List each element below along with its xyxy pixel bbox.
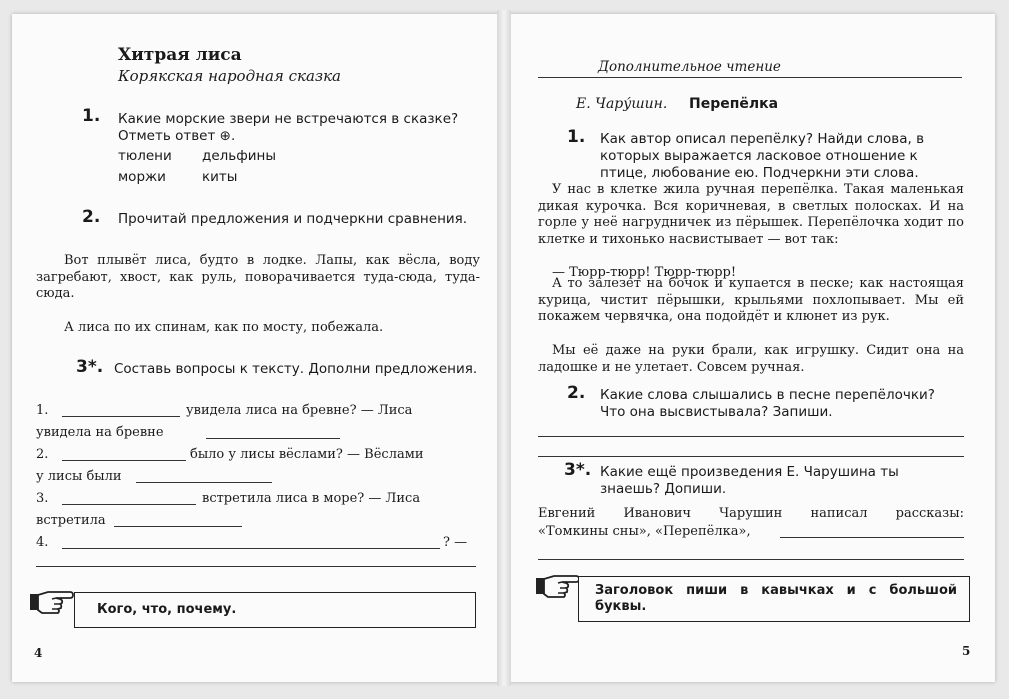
fill-4-blank[interactable] [62, 548, 440, 549]
page-number-left: 4 [34, 646, 43, 660]
fill-2-blank[interactable] [62, 460, 186, 461]
fill-3-number: 3. [36, 491, 49, 506]
fill-2-text: было у лисы вёслами? — Вёслами [190, 447, 424, 462]
fill-1-blank[interactable] [62, 416, 180, 417]
question-2-text: Прочитай предложения и подчеркни сравнения. [118, 211, 468, 227]
story-title-right: Перепёлка [689, 96, 779, 112]
r-question-2-text: Какие слова слышались в песне перепёлочки? Что она высвистывала? Запиши. [600, 387, 935, 420]
fill-3-blank[interactable] [62, 504, 196, 505]
fill-3-text: встретила лиса в море? — Лиса [202, 491, 421, 506]
story-text-2: А лиса по их спинам, как по мосту, побежала. [64, 320, 384, 335]
r-answer-3-line-1[interactable] [780, 537, 964, 538]
r-question-1-text: Как автор описал перепёлку? Найди слова, в которых выражается ласковое отношение к птице, любование ею. Подчеркни эти слова. [600, 131, 925, 181]
r-answer-3-line-2[interactable] [538, 559, 964, 560]
fill-2-number: 2. [36, 447, 49, 462]
fill-2-answer-label: у лисы были [36, 469, 122, 484]
story-paragraph-3: А то залезет на бочок и купается в песке; как настоящая курица, чистит пёрышки, крыльями похлопывает. Мы ей покажем червячка, она подойдёт и клюнет из рук. [538, 276, 964, 324]
hint-text-right: Заголовок пиши в кавычках и с большой буквы. [595, 583, 957, 614]
story-paragraph-1: У нас в клетке жила ручная перепёлка. Такая маленькая дикая курочка. Вся коричневая, в светлых полосках. И на горле у неё нагрудничек из пёрышек. Перепёлочка ходит по клетке и тихонько насвистывает — вот так: [538, 182, 964, 247]
story-subtitle: Корякская народная сказка [118, 67, 342, 85]
fill-2-answer-blank[interactable] [136, 482, 272, 483]
fill-1-answer-blank[interactable] [206, 438, 340, 439]
pointing-hand-icon [30, 586, 74, 616]
hint-box-left [74, 592, 476, 628]
r-answer-2-line-2[interactable] [538, 456, 964, 457]
section-header-rule [538, 77, 962, 78]
option-walruses[interactable]: моржи [118, 169, 166, 185]
r-question-2-number: 2. [567, 383, 586, 403]
fill-1-answer-label: увидела на бревне [36, 425, 164, 440]
fill-4-answer-blank[interactable] [36, 566, 476, 567]
r-answer-2-line-1[interactable] [538, 436, 964, 437]
fill-1-text: увидела лиса на бревне? — Лиса [186, 403, 413, 418]
story-text-1: Вот плывёт лиса, будто в лодке. Лапы, как вёсла, воду загребают, хвост, как руль, поворачивается туда-сюда, туда-сюда. [36, 253, 480, 301]
r-question-1-number: 1. [567, 127, 586, 147]
fill-3-answer-blank[interactable] [114, 526, 242, 527]
option-dolphins[interactable]: дельфины [202, 148, 277, 164]
hint-box-right [578, 576, 970, 622]
story-title: Хитрая лиса [118, 45, 242, 65]
question-2-number: 2. [82, 207, 101, 227]
story-paragraph-4: Мы её даже на руки брали, как игрушку. Сидит она на ладошке и не улетает. Совсем ручная. [538, 343, 964, 375]
pointing-hand-icon-right [536, 570, 580, 600]
story-paragraph-2: — Тюрр-тюрр! Тюрр-тюрр! [552, 265, 737, 280]
page-number-right: 5 [962, 644, 971, 658]
fill-3-answer-label: встретила [36, 513, 106, 528]
book-spine [497, 10, 511, 686]
hint-text-left: Кого, что, почему. [97, 602, 237, 617]
story-author: Е. Чару́шин. [576, 96, 668, 112]
r-question-3-number: 3*. [564, 460, 592, 480]
answer-titles: «Томкины сны», «Перепёлка», [538, 524, 751, 539]
fill-4-number: 4. [36, 535, 49, 550]
question-3-text: Составь вопросы к тексту. Дополни предложения. [114, 361, 478, 377]
section-header: Дополнительное чтение [598, 59, 781, 75]
option-seals[interactable]: тюлени [118, 148, 172, 164]
question-1-number: 1. [82, 106, 101, 126]
question-1-text: Какие морские звери не встречаются в сказке? Отметь ответ ⊕. [118, 111, 459, 144]
r-question-3-text: Какие ещё произведения Е. Чарушина ты знаешь? Допиши. [600, 464, 899, 497]
fill-1-number: 1. [36, 403, 49, 418]
option-whales[interactable]: киты [202, 169, 238, 185]
answer-start: Евгений Иванович Чарушин написал рассказы: [538, 506, 964, 521]
fill-4-text: ? — [443, 535, 468, 550]
question-3-number: 3*. [76, 357, 104, 377]
